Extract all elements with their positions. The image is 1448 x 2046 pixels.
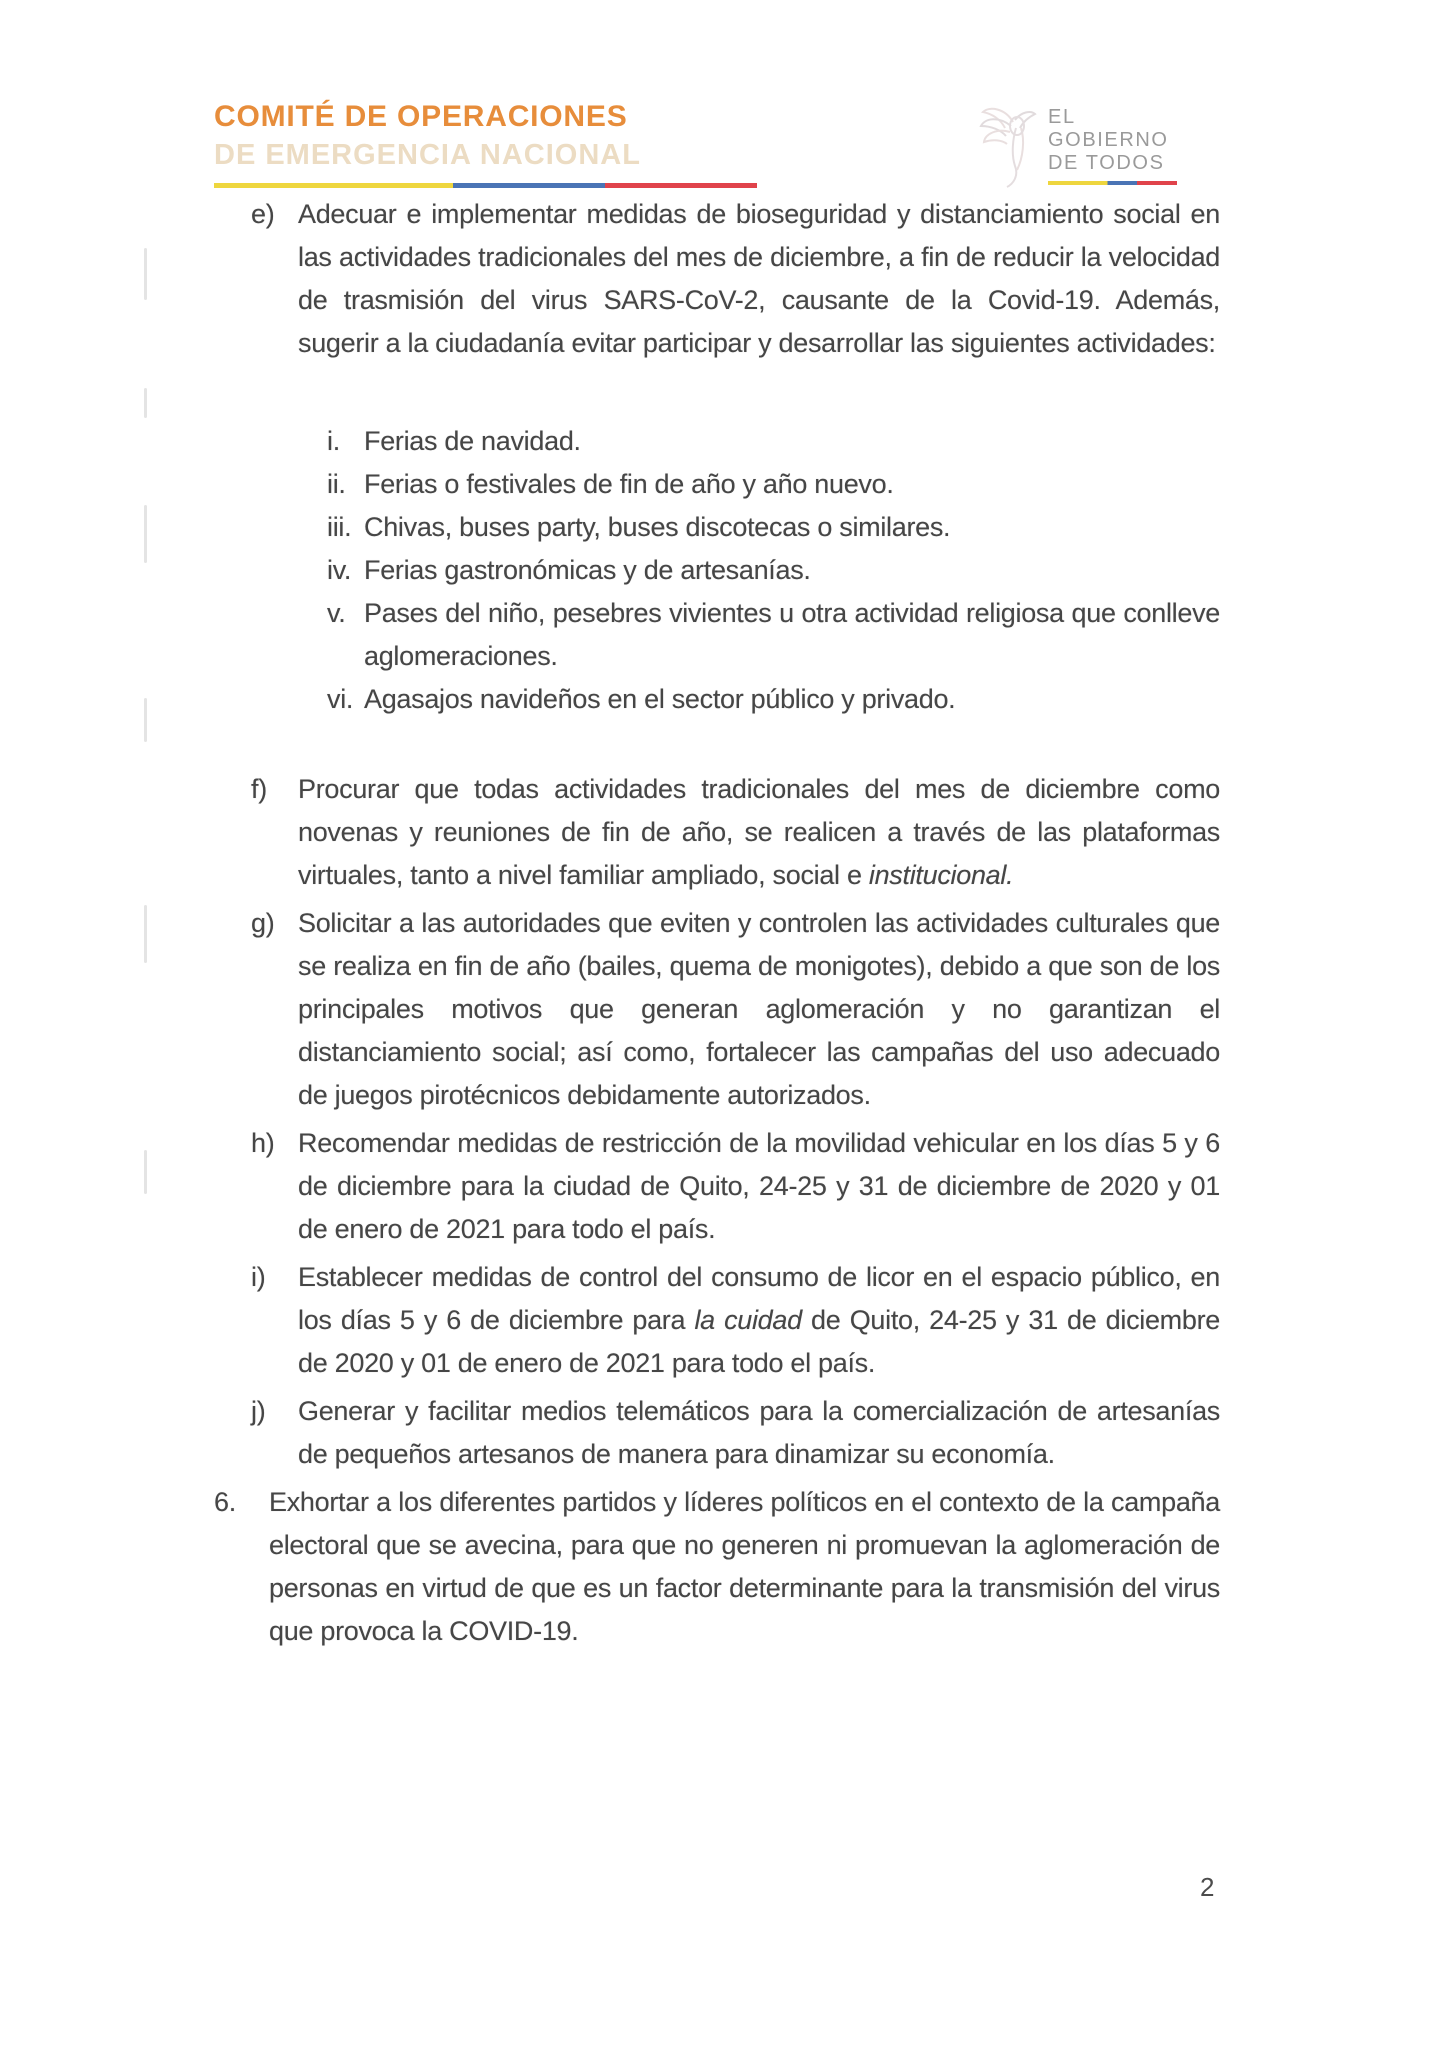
item-text-part-italic: la cuidad <box>694 1305 802 1335</box>
list-item-f <box>214 768 1220 897</box>
roman-item-i <box>214 420 1220 463</box>
item-text: Exhortar a los diferentes partidos y líderes políticos en el contexto de la campaña electoral que se avecina, para que no generen ni promuevan la aglomeración de personas en virtud de que es un factor determinante para la transmisión del virus que provoca la COVID-19. <box>269 1487 1220 1646</box>
logo-text-line3: DE TODOS <box>1048 152 1165 174</box>
logo-text-line2: GOBIERNO <box>1048 129 1169 151</box>
list-item-j <box>214 1390 1220 1476</box>
item-marker: i) <box>251 1262 266 1292</box>
item-text <box>298 1256 1220 1385</box>
item-text <box>298 768 1220 897</box>
item-text: Ferias de navidad. <box>364 426 581 456</box>
item-text-part-italic: institucional. <box>868 860 1014 890</box>
item-marker: iii. <box>327 512 352 542</box>
item-text-part: Procurar que todas actividades tradicionales del mes de diciembre como novenas y reuniones de fin de año, se realicen a través de las plataformas virtuales, tanto a nivel familiar ampliado, social e <box>298 774 1220 890</box>
item-text: Chivas, buses party, buses discotecas o similares. <box>364 512 951 542</box>
item-marker: 6. <box>214 1487 236 1517</box>
item-text: Recomendar medidas de restricción de la movilidad vehicular en los días 5 y 6 de diciembre para la ciudad de Quito, 24-25 y 31 de diciembre de 2020 y 01 de enero de 2021 para todo el país. <box>298 1128 1220 1244</box>
item-text: Agasajos navideños en el sector público y privado. <box>364 684 956 714</box>
item-text: Ferias gastronómicas y de artesanías. <box>364 555 811 585</box>
item-marker: v. <box>327 598 346 628</box>
list-item-e <box>214 193 1220 365</box>
item-marker: ii. <box>327 469 346 499</box>
item-text-part: de Quito, 24-25 y 31 de diciembre de 2020 y 01 de enero de 2021 para todo el país. <box>298 1305 1220 1378</box>
item-text: Generar y facilitar medios telemáticos para la comercialización de artesanías de pequeños artesanos de manera para dinamizar su economía. <box>298 1396 1220 1469</box>
list-item-g <box>214 902 1220 1117</box>
list-item-i <box>214 1256 1220 1385</box>
item-text: Solicitar a las autoridades que eviten y controlen las actividades culturales que se realiza en fin de año (bailes, quema de monigotes), debido a que son de los principales motivos que generan aglomeración y no garantizan el distanciamiento social; así como, fortalecer las campañas del uso adecuado de juegos pirotécnicos debidamente autorizados. <box>298 908 1220 1110</box>
item-marker: f) <box>251 774 267 804</box>
item-text: Pases del niño, pesebres vivientes u otra actividad religiosa que conlleve aglomeraciones. <box>364 598 1220 671</box>
roman-list <box>214 420 1220 721</box>
roman-item-iv <box>214 549 1220 592</box>
item-marker: h) <box>251 1128 275 1158</box>
roman-item-iii <box>214 506 1220 549</box>
item-marker: vi. <box>327 684 354 714</box>
logo-text-line1: EL <box>1048 106 1076 128</box>
list-item-h <box>214 1122 1220 1251</box>
roman-item-v <box>214 592 1220 678</box>
numbered-item-6 <box>214 1481 1220 1653</box>
item-marker: e) <box>251 199 275 229</box>
item-text: Adecuar e implementar medidas de bioseguridad y distanciamiento social en las actividades tradicionales del mes de diciembre, a fin de reducir la velocidad de trasmisión del virus SARS-CoV-2, causante de la Covid-19. Además, sugerir a la ciudadanía evitar participar y desarrollar las siguientes actividades: <box>298 199 1220 358</box>
roman-item-vi <box>214 678 1220 721</box>
item-marker: iv. <box>327 555 352 585</box>
committee-title-line1: COMITÉ DE OPERACIONES <box>214 100 628 133</box>
page-number: 2 <box>1200 1872 1215 1902</box>
item-text-part: Establecer medidas de control del consumo de licor en el espacio público, en los días 5 y 6 de diciembre para <box>298 1262 1220 1335</box>
item-text: Ferias o festivales de fin de año y año nuevo. <box>364 469 894 499</box>
item-marker: g) <box>251 908 275 938</box>
item-marker: j) <box>251 1396 266 1426</box>
roman-item-ii <box>214 463 1220 506</box>
item-marker: i. <box>327 426 340 456</box>
committee-title-line2: DE EMERGENCIA NACIONAL <box>214 139 641 171</box>
